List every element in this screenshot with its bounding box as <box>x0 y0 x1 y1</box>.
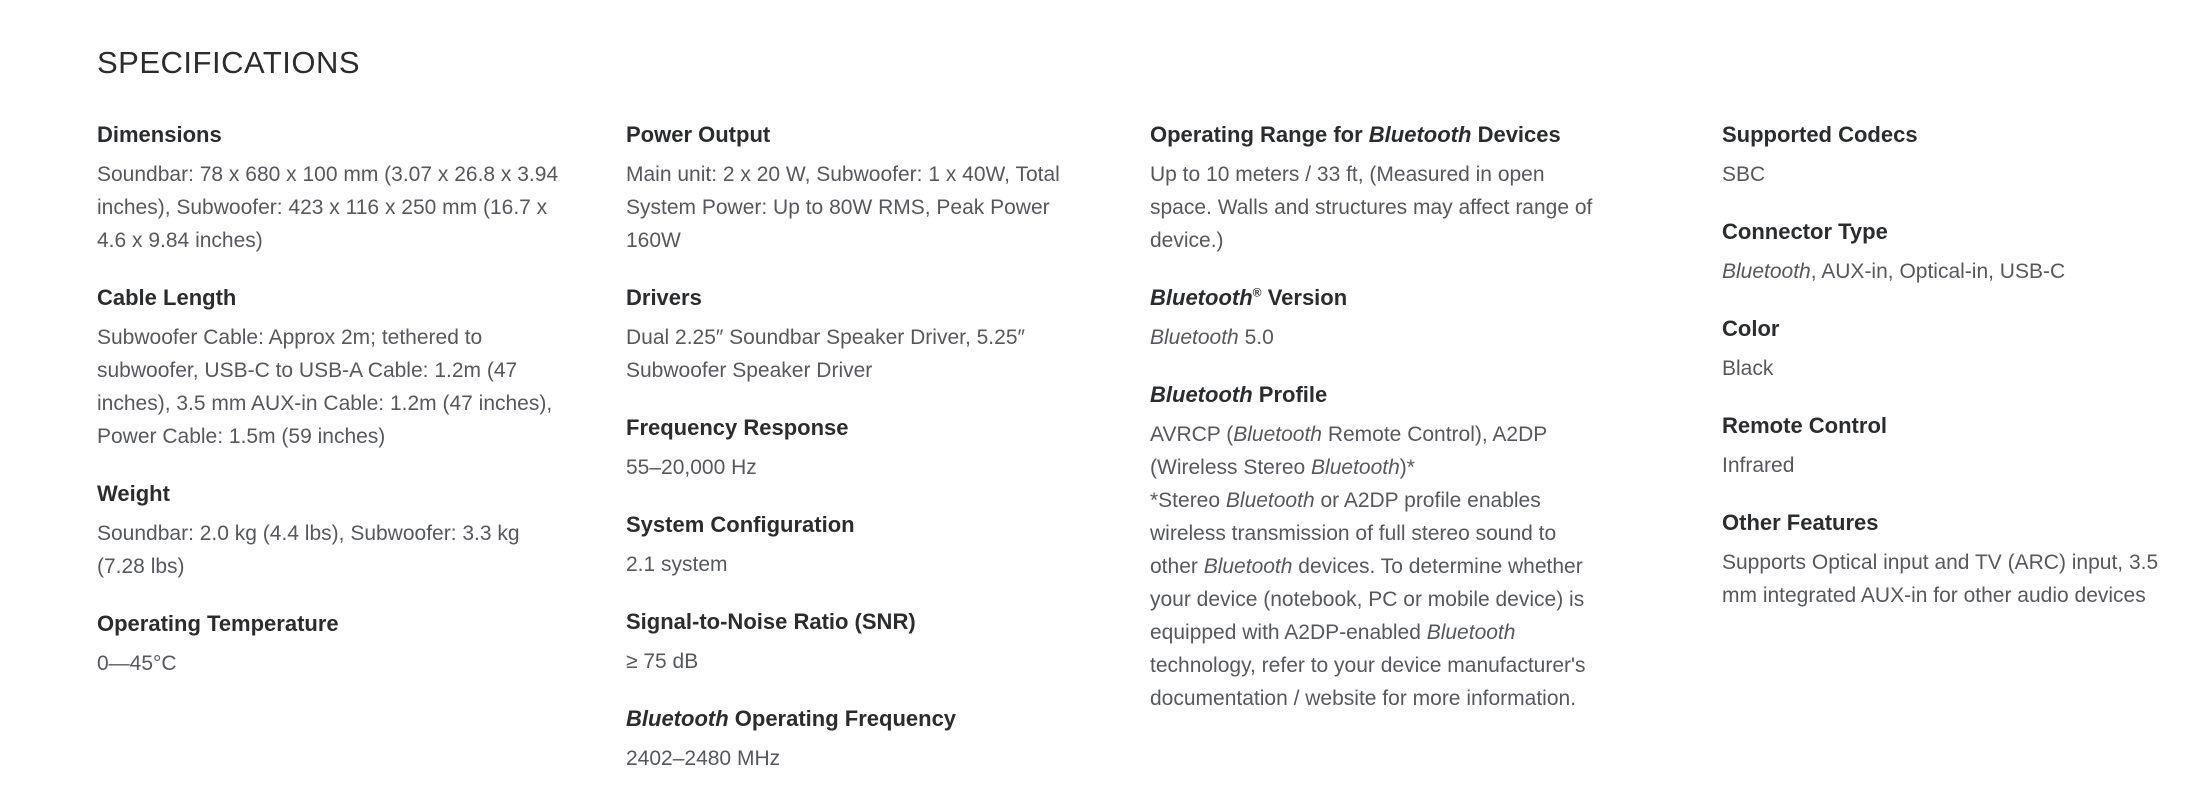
text-segment: ® <box>1252 285 1262 300</box>
text-segment: System Configuration <box>626 512 855 537</box>
text-segment: Supports Optical input and TV (ARC) input, 3.5 mm integrated AUX-in for other audio devices <box>1722 551 2159 607</box>
spec-value <box>1722 158 2162 191</box>
text-segment: Devices <box>1471 122 1561 147</box>
brand-word-italic: Bluetooth <box>1426 621 1516 644</box>
spec-column-3 <box>1150 118 1656 739</box>
spec-value <box>1150 418 1605 715</box>
spec-value <box>97 158 560 257</box>
spec-label <box>626 281 1084 314</box>
spec-item <box>1722 506 2182 612</box>
text-segment: Soundbar: 78 x 680 x 100 mm (3.07 x 26.8 x 3.94 inches), Subwoofer: 423 x 116 x 250 mm (16.7 x 4.6 x 9.84 inches) <box>97 163 559 252</box>
text-segment: Dual 2.25″ Soundbar Speaker Driver, 5.25″ Subwoofer Speaker Driver <box>626 326 1025 382</box>
text-segment: Color <box>1722 316 1780 341</box>
spec-label <box>1150 118 1656 151</box>
spec-value <box>97 517 560 583</box>
spec-item <box>97 607 560 680</box>
spec-label <box>1150 378 1656 411</box>
spec-column-2 <box>626 118 1084 799</box>
text-segment: Operating Frequency <box>728 706 957 731</box>
spec-item <box>1722 312 2182 385</box>
text-segment: Profile <box>1252 382 1328 407</box>
brand-word-italic: Bluetooth <box>1368 122 1472 147</box>
spec-item <box>97 118 560 257</box>
text-segment: or A2DP profile enables wireless transmission of full stereo sound to other <box>1150 489 1557 578</box>
spec-item <box>1150 118 1656 257</box>
spec-grid <box>97 118 2200 799</box>
spec-value <box>626 321 1084 387</box>
spec-value <box>1150 158 1605 257</box>
spec-item <box>1150 281 1656 354</box>
text-segment: *Stereo <box>1150 489 1226 512</box>
text-segment: Frequency Response <box>626 415 849 440</box>
text-segment: Up to 10 meters / 33 ft, (Measured in open space. Walls and structures may affect range of device.) <box>1150 163 1593 252</box>
spec-label <box>97 477 560 510</box>
spec-value <box>626 742 1084 775</box>
spec-item <box>626 118 1084 257</box>
spec-label <box>97 607 560 640</box>
spec-value <box>1722 352 2162 385</box>
page-title: SPECIFICATIONS <box>97 45 361 80</box>
spec-label <box>1722 312 2182 345</box>
text-segment: Supported Codecs <box>1722 122 1918 147</box>
spec-item <box>97 477 560 583</box>
registered-trademark-symbol <box>1253 286 1262 300</box>
spec-column-4 <box>1722 118 2182 636</box>
spec-item <box>1150 378 1656 715</box>
text-segment: technology, refer to your device manufacturer's documentation / website for more information. <box>1150 654 1586 710</box>
text-segment: Black <box>1722 357 1774 380</box>
text-segment: 0—45°C <box>97 652 177 675</box>
spec-label <box>1150 281 1656 314</box>
spec-column-1 <box>97 118 560 704</box>
spec-label <box>97 118 560 151</box>
spec-label <box>1722 506 2182 539</box>
text-segment: Main unit: 2 x 20 W, Subwoofer: 1 x 40W, Total System Power: Up to 80W RMS, Peak Power 160W <box>626 163 1060 252</box>
text-segment: 55–20,000 Hz <box>626 456 757 479</box>
spec-label <box>1722 215 2182 248</box>
brand-word-italic: Bluetooth <box>1150 326 1239 349</box>
spec-item <box>626 605 1084 678</box>
text-segment: 5.0 <box>1238 326 1274 349</box>
spec-label <box>97 281 560 314</box>
brand-word-italic: Bluetooth <box>1233 423 1322 446</box>
spec-item <box>1722 215 2182 288</box>
text-segment: Power Output <box>626 122 771 147</box>
text-segment: Subwoofer Cable: Approx 2m; tethered to subwoofer, USB-C to USB-A Cable: 1.2m (47 inches), 3.5 mm AUX-in Cable: 1.2m (47 inches), Power Cable: 1.5m (59 inches) <box>97 326 553 448</box>
spec-item <box>626 508 1084 581</box>
text-segment: Soundbar: 2.0 kg (4.4 lbs), Subwoofer: 3.3 kg (7.28 lbs) <box>97 522 520 578</box>
text-segment: Drivers <box>626 285 702 310</box>
text-segment: SBC <box>1722 163 1766 186</box>
text-segment: AVRCP ( <box>1150 423 1234 446</box>
spec-item <box>1722 118 2182 191</box>
text-segment: Operating Temperature <box>97 611 339 636</box>
spec-value <box>1722 449 2162 482</box>
text-segment: Cable Length <box>97 285 237 310</box>
spec-label <box>626 702 1084 735</box>
text-segment: Weight <box>97 481 170 506</box>
spec-value <box>97 647 560 680</box>
text-segment: Infrared <box>1722 454 1795 477</box>
brand-word-italic: Bluetooth <box>1150 285 1253 310</box>
text-segment: )* <box>1399 456 1415 479</box>
spec-item <box>626 702 1084 775</box>
spec-item <box>626 411 1084 484</box>
text-segment: devices. To determine whether your device (notebook, PC or mobile device) is equipped with A2DP-enabled <box>1150 555 1585 644</box>
text-segment: , AUX-in, Optical-in, USB-C <box>1810 260 2066 283</box>
spec-value <box>626 451 1084 484</box>
spec-label <box>626 605 1084 638</box>
spec-value <box>1722 546 2162 612</box>
brand-word-italic: Bluetooth <box>1150 382 1253 407</box>
spec-item <box>626 281 1084 387</box>
spec-label <box>626 411 1084 444</box>
spec-value <box>626 158 1084 257</box>
spec-value <box>1722 255 2162 288</box>
text-segment: Dimensions <box>97 122 222 147</box>
text-segment: Other Features <box>1722 510 1879 535</box>
text-segment: 2.1 system <box>626 553 728 576</box>
brand-word-italic: Bluetooth <box>1225 489 1315 512</box>
text-segment: Remote Control <box>1722 413 1887 438</box>
brand-word-italic: Bluetooth <box>1722 260 1811 283</box>
spec-label <box>626 508 1084 541</box>
text-segment: ≥ 75 dB <box>626 650 699 673</box>
brand-word-italic: Bluetooth <box>1203 555 1293 578</box>
spec-label <box>1722 118 2182 151</box>
spec-label <box>1722 409 2182 442</box>
text-segment: Operating Range for <box>1150 122 1369 147</box>
spec-item <box>1722 409 2182 482</box>
text-segment: Version <box>1261 285 1348 310</box>
spec-value <box>626 645 1084 678</box>
brand-word-italic: Bluetooth <box>626 706 729 731</box>
spec-value <box>626 548 1084 581</box>
spec-value <box>1150 321 1605 354</box>
spec-value <box>97 321 560 453</box>
spec-item <box>97 281 560 453</box>
text-segment: 2402–2480 MHz <box>626 747 781 770</box>
brand-word-italic: Bluetooth <box>1311 456 1400 479</box>
spec-label <box>626 118 1084 151</box>
text-segment: Connector Type <box>1722 219 1888 244</box>
text-segment: Remote Control), A2DP (Wireless Stereo <box>1150 423 1547 479</box>
text-segment: Signal-to-Noise Ratio (SNR) <box>626 609 916 634</box>
